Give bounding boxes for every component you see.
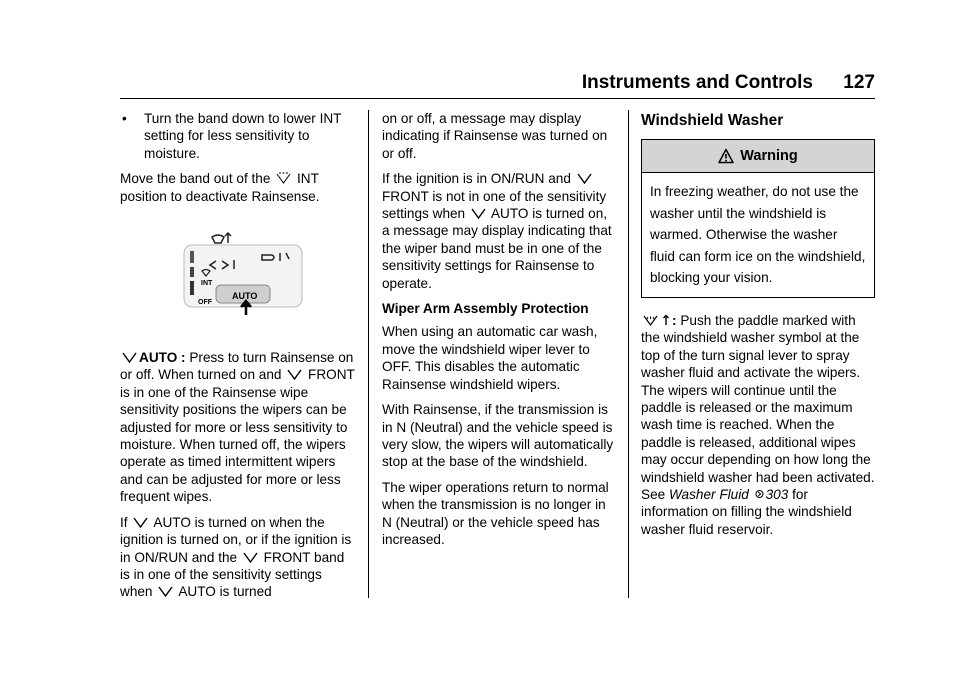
warning-title: Warning bbox=[740, 147, 798, 164]
auto-label: AUTO bbox=[232, 291, 258, 302]
term-auto: AUTO : bbox=[139, 350, 186, 366]
rainsense-wiper-icon bbox=[133, 516, 148, 528]
rainsense-wiper-icon bbox=[158, 585, 173, 597]
column-divider bbox=[368, 110, 369, 598]
paragraph-neutral: With Rainsense, if the transmission is in N (Neutral) and the vehicle speed is very slow, the wipers will automatically stop at the base of the windshield. bbox=[382, 402, 614, 470]
column-1 bbox=[120, 110, 356, 609]
front-wiper-icon bbox=[577, 172, 592, 184]
subheading-wiper-arm-protection: Wiper Arm Assembly Protection bbox=[382, 301, 589, 317]
section-header-title: Instruments and Controls bbox=[581, 72, 813, 93]
front-wiper-icon bbox=[243, 551, 258, 563]
column-3 bbox=[641, 110, 875, 546]
page-reference[interactable]: 303 bbox=[765, 486, 789, 502]
text: Push the paddle marked with the windshield washer symbol at the top of the turn signal lever to spray washer fluid and activate the wipers. The wipers will continue until the paddle is released or the maximum wash time is reached. When the paddle is released, additional wipes may occur depending on how long the windshield washer had been activated. See bbox=[641, 312, 875, 502]
rainsense-wiper-icon bbox=[471, 207, 486, 219]
paragraph-washer bbox=[641, 312, 875, 538]
paragraph-if-auto bbox=[120, 514, 356, 601]
bullet-text: Turn the band down to lower INT setting for less sensitivity to moisture. bbox=[144, 111, 342, 161]
paragraph-auto bbox=[120, 349, 356, 506]
page-number: 127 bbox=[843, 72, 875, 93]
rainsense-wiper-icon bbox=[122, 351, 137, 363]
int-label: INT bbox=[201, 280, 213, 288]
warning-header bbox=[642, 140, 874, 173]
washer-icon bbox=[643, 314, 658, 326]
front-wiper-icon bbox=[287, 368, 302, 380]
paragraph-ignition bbox=[382, 170, 618, 292]
text: AUTO is turned bbox=[178, 584, 272, 600]
text: INT position to deactivate Rainsense. bbox=[120, 171, 320, 204]
warning-box bbox=[641, 139, 875, 298]
arrow-up-icon bbox=[662, 314, 670, 326]
page-header bbox=[120, 70, 875, 100]
warning-text: In freezing weather, do not use the washer until the windshield is warmed. Otherwise the washer fluid can form ice on the windshield, blocking your vision. bbox=[650, 184, 866, 286]
text: If bbox=[120, 514, 128, 530]
paragraph-return-normal: The wiper operations return to normal when the transmission is no longer in N (Neutral) or the vehicle speed has increased. bbox=[382, 479, 609, 547]
text: Move the band out of the bbox=[120, 171, 271, 187]
page-ref-icon bbox=[755, 488, 764, 500]
text: for information on filling the windshield washer fluid reservoir. bbox=[641, 486, 852, 537]
text: AUTO is turned on, a message may display indicating that the wiper band must be in one of the sensitivity settings for Rainsense to operate. bbox=[382, 206, 612, 291]
text: Press to turn Rainsense on or off. When turned on and bbox=[120, 350, 354, 383]
off-label: OFF bbox=[198, 299, 212, 307]
list-item bbox=[120, 110, 356, 162]
wiper-lever-illustration bbox=[182, 231, 322, 327]
text: FRONT is not in one of the sensitivity settings when bbox=[382, 188, 607, 222]
warning-icon bbox=[718, 148, 734, 164]
paragraph-deactivate bbox=[120, 170, 356, 205]
text: FRONT band is in one of the sensitivity settings when bbox=[120, 549, 345, 600]
term-colon: : bbox=[672, 312, 677, 328]
text: If the ignition is in ON/RUN and bbox=[382, 171, 571, 187]
paragraph-continued: on or off, a message may display indicating if Rainsense was turned on or off. bbox=[382, 111, 608, 161]
header-rule bbox=[120, 98, 875, 99]
bullet-marker: • bbox=[122, 111, 127, 126]
section-title-windshield-washer: Windshield Washer bbox=[641, 112, 784, 129]
column-2 bbox=[382, 110, 618, 556]
washer-fluid-link[interactable]: Washer Fluid bbox=[668, 486, 749, 502]
text: AUTO is turned on when the ignition is turned on, or if the ignition is in ON/RUN and the bbox=[120, 514, 352, 565]
column-divider bbox=[628, 110, 629, 598]
paragraph-car-wash: When using an automatic car wash, move the windshield wiper lever to OFF. This disables the automatic Rainsense windshield wipers. bbox=[382, 324, 598, 392]
text: FRONT is in one of the Rainsense wipe sensitivity positions the wipers can be adjusted for more or less sensitivity to moisture. When turned off, the wipers operate as timed intermittent wipers and can be adjusted for more or less frequent wipes. bbox=[120, 367, 355, 505]
intermittent-wiper-icon bbox=[276, 172, 291, 184]
